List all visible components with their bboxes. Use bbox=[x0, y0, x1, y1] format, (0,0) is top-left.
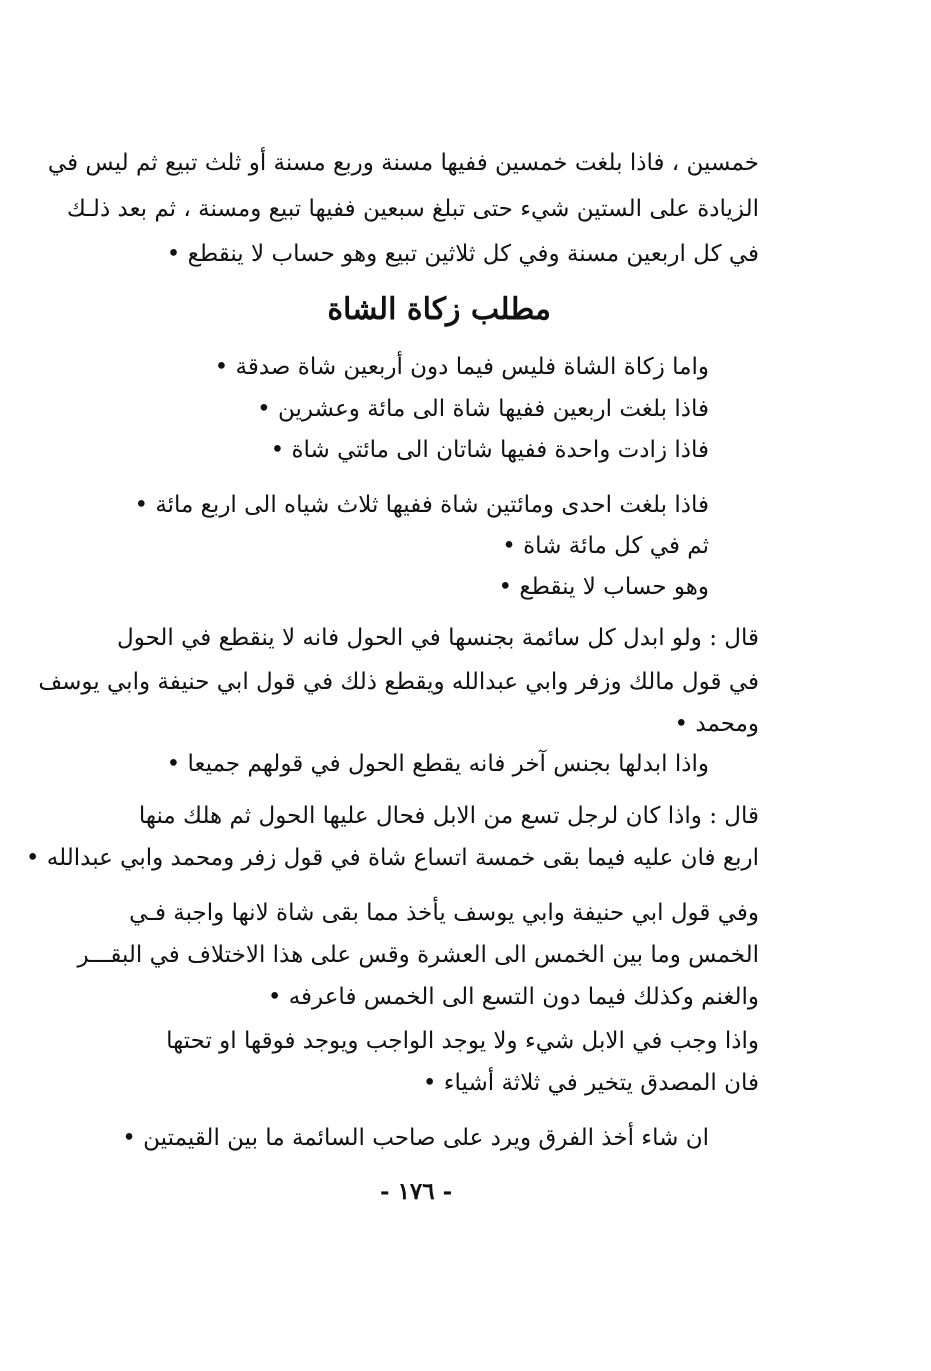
rule-line: فاذا زادت واحدة ففيها شاتان الى مائتي شاة • bbox=[270, 437, 709, 463]
text-line: والغنم وكذلك فيما دون التسع الى الخمس فاعرفه • bbox=[267, 984, 759, 1010]
rule-line: وهو حساب لا ينقطع • bbox=[498, 574, 709, 600]
text-line: وفي قول ابي حنيفة وابي يوسف يأخذ مما بقى شاة لانها واجبة فـي bbox=[129, 900, 759, 926]
text-line: في كل اربعين مسنة وفي كل ثلاثين تبيع وهو حساب لا ينقطع • bbox=[166, 241, 759, 267]
rule-line: فاذا بلغت احدى ومائتين شاة ففيها ثلاث شياه الى اربع مائة • bbox=[134, 492, 709, 518]
text-line: ومحمد • bbox=[674, 711, 759, 737]
text-line: قال : ولو ابدل كل سائمة بجنسها في الحول فانه لا ينقطع في الحول bbox=[116, 625, 759, 651]
text-line: خمسين ، فاذا بلغت خمسين ففيها مسنة وربع مسنة أو ثلث تبيع ثم ليس في bbox=[47, 150, 759, 176]
text-line: ان شاء أخذ الفرق ويرد على صاحب السائمة ما بين القيمتين • bbox=[122, 1125, 709, 1151]
text-line: اربع فان عليه فيما بقى خمسة اتساع شاة في قول زفر ومحمد وابي عبدالله • bbox=[25, 845, 759, 871]
rule-line: واما زكاة الشاة فليس فيما دون أربعين شاة صدقة • bbox=[214, 354, 709, 380]
text-line: واذا ابدلها بجنس آخر فانه يقطع الحول في قولهم جميعا • bbox=[166, 751, 709, 777]
text-line: فان المصدق يتخير في ثلاثة أشياء • bbox=[422, 1070, 759, 1096]
rule-line: فاذا بلغت اربعين ففيها شاة الى مائة وعشرين • bbox=[257, 396, 709, 422]
text-line: قال : واذا كان لرجل تسع من الابل فحال عليها الحول ثم هلك منها bbox=[138, 803, 759, 829]
text-line: الخمس وما بين الخمس الى العشرة وقس على هذا الاختلاف في البقـــر bbox=[77, 942, 759, 968]
text-line: واذا وجب في الابل شيء ولا يوجد الواجب ويوجد فوقها او تحتها bbox=[166, 1028, 759, 1054]
section-heading: مطلب زكاة الشاة bbox=[327, 292, 551, 327]
rule-line: ثم في كل مائة شاة • bbox=[502, 533, 709, 559]
text-line: الزيادة على الستين شيء حتى تبلغ سبعين ففيها تبيع ومسنة ، ثم بعد ذلـك bbox=[66, 196, 759, 222]
page-number: - ١٧٦ - bbox=[380, 1178, 453, 1205]
text-line: في قول مالك وزفر وابي عبدالله ويقطع ذلك في قول ابي حنيفة وابي يوسف bbox=[38, 669, 759, 695]
